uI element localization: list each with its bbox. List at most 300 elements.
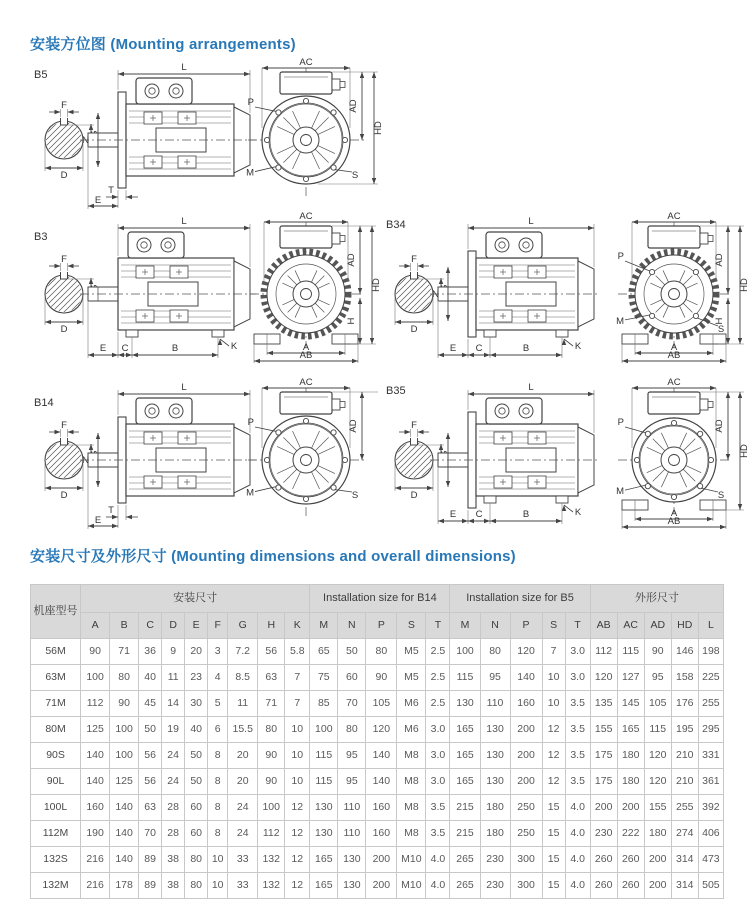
table-cell: 125 bbox=[110, 769, 139, 795]
table-cell: 176 bbox=[671, 691, 698, 717]
table-cell: 165 bbox=[450, 743, 480, 769]
table-cell: 3.0 bbox=[426, 717, 450, 743]
table-cell: 7 bbox=[542, 639, 565, 665]
table-cell: 112 bbox=[590, 639, 617, 665]
table-cell: 505 bbox=[698, 873, 723, 899]
dim-label: L bbox=[181, 62, 187, 73]
dim-label: D bbox=[410, 324, 418, 335]
dim-label: AB bbox=[667, 516, 681, 527]
dim-label: D bbox=[410, 490, 418, 501]
table-cell: 15 bbox=[542, 873, 565, 899]
table-cell: 100 bbox=[81, 665, 110, 691]
dim-label: HD bbox=[371, 278, 382, 292]
dim-label: AD bbox=[348, 419, 359, 433]
table-cell: 24 bbox=[162, 769, 185, 795]
dim-label: K bbox=[574, 507, 582, 518]
column-header-p-g1: P bbox=[366, 613, 397, 639]
table-cell: 130 bbox=[480, 743, 510, 769]
table-cell: 100 bbox=[310, 717, 338, 743]
diagram-title: B5 bbox=[34, 69, 48, 81]
dim-label: B bbox=[522, 343, 530, 354]
dim-label: AD bbox=[714, 419, 725, 433]
table-cell: 225 bbox=[698, 665, 723, 691]
table-cell: 6 bbox=[208, 717, 228, 743]
dim-label: B bbox=[522, 509, 530, 520]
table-cell: 120 bbox=[644, 769, 671, 795]
column-header-h-g0: H bbox=[258, 613, 285, 639]
table-cell: 7 bbox=[285, 665, 310, 691]
dim-label: H bbox=[346, 317, 357, 325]
table-cell: 4.0 bbox=[565, 873, 590, 899]
dim-label: P bbox=[247, 417, 254, 428]
diagram-title: B3 bbox=[34, 231, 48, 243]
table-cell: 110 bbox=[338, 795, 366, 821]
table-cell: 473 bbox=[698, 847, 723, 873]
column-header-t-g2: T bbox=[565, 613, 590, 639]
dim-label: M bbox=[616, 486, 624, 498]
dim-label: K bbox=[230, 341, 238, 352]
table-row bbox=[31, 769, 724, 795]
table-cell: 100 bbox=[110, 717, 139, 743]
table-cell: 80 bbox=[366, 639, 397, 665]
column-group-header-1: Installation size for B14 bbox=[310, 585, 450, 613]
table-cell: 210 bbox=[671, 743, 698, 769]
table-cell: 406 bbox=[698, 821, 723, 847]
table-cell: 90 bbox=[81, 639, 110, 665]
table-cell: 130 bbox=[310, 821, 338, 847]
table-cell: 15.5 bbox=[228, 717, 258, 743]
table-cell: 300 bbox=[510, 873, 542, 899]
column-header-b-g0: B bbox=[110, 613, 139, 639]
table-cell: 4.0 bbox=[565, 847, 590, 873]
table-cell: 180 bbox=[617, 769, 644, 795]
table-cell: 230 bbox=[480, 873, 510, 899]
table-cell: 260 bbox=[590, 873, 617, 899]
table-cell: 5 bbox=[208, 691, 228, 717]
column-header-m-g1: M bbox=[310, 613, 338, 639]
table-cell: 115 bbox=[310, 769, 338, 795]
table-cell: 260 bbox=[617, 873, 644, 899]
frame-model-cell: 63M bbox=[31, 665, 81, 691]
table-cell: M10 bbox=[397, 873, 426, 899]
table-cell: 160 bbox=[366, 795, 397, 821]
table-cell: 250 bbox=[510, 821, 542, 847]
table-cell: 140 bbox=[110, 795, 139, 821]
table-cell: M5 bbox=[397, 639, 426, 665]
dim-label: D bbox=[60, 490, 68, 501]
dim-label: P bbox=[617, 251, 624, 262]
table-cell: 7 bbox=[285, 691, 310, 717]
table-cell: 200 bbox=[644, 873, 671, 899]
table-cell: M8 bbox=[397, 821, 426, 847]
dim-label: H bbox=[714, 317, 725, 325]
table-cell: 178 bbox=[110, 873, 139, 899]
table-cell: 195 bbox=[671, 717, 698, 743]
table-cell: 105 bbox=[644, 691, 671, 717]
table-cell: 50 bbox=[185, 769, 208, 795]
table-cell: 20 bbox=[185, 639, 208, 665]
table-cell: 95 bbox=[338, 743, 366, 769]
table-cell: 230 bbox=[480, 847, 510, 873]
dim-label: M bbox=[616, 315, 624, 327]
table-cell: 63 bbox=[139, 795, 162, 821]
table-cell: M8 bbox=[397, 795, 426, 821]
table-cell: 38 bbox=[162, 847, 185, 873]
column-group-header-2: Installation size for B5 bbox=[450, 585, 590, 613]
table-cell: 70 bbox=[338, 691, 366, 717]
table-cell: 56 bbox=[139, 769, 162, 795]
table-cell: 80 bbox=[185, 873, 208, 899]
table-cell: 36 bbox=[139, 639, 162, 665]
table-cell: 216 bbox=[81, 847, 110, 873]
frame-model-cell: 56M bbox=[31, 639, 81, 665]
table-row bbox=[31, 795, 724, 821]
table-cell: 24 bbox=[228, 795, 258, 821]
table-cell: 12 bbox=[542, 717, 565, 743]
table-cell: 200 bbox=[590, 795, 617, 821]
table-cell: 110 bbox=[338, 821, 366, 847]
diagram-title: B34 bbox=[386, 219, 406, 231]
dim-label: N bbox=[82, 455, 89, 466]
table-cell: 3.0 bbox=[426, 769, 450, 795]
table-cell: 3.5 bbox=[565, 691, 590, 717]
dim-label: C bbox=[475, 509, 483, 520]
table-cell: 112 bbox=[81, 691, 110, 717]
dim-label: F bbox=[61, 100, 67, 111]
table-cell: 28 bbox=[162, 821, 185, 847]
column-header-frame-model: 机座型号 bbox=[31, 585, 81, 639]
table-cell: 130 bbox=[480, 769, 510, 795]
table-cell: 75 bbox=[310, 665, 338, 691]
table-cell: 300 bbox=[510, 847, 542, 873]
table-cell: 165 bbox=[310, 847, 338, 873]
frame-model-cell: 80M bbox=[31, 717, 81, 743]
table-cell: 10 bbox=[208, 873, 228, 899]
table-cell: 145 bbox=[617, 691, 644, 717]
dim-label: M bbox=[246, 167, 254, 179]
dim-label: AC bbox=[667, 377, 681, 388]
table-cell: 265 bbox=[450, 847, 480, 873]
dim-label: T bbox=[108, 505, 114, 516]
table-cell: 89 bbox=[139, 873, 162, 899]
table-cell: 175 bbox=[590, 743, 617, 769]
column-header-e-g0: E bbox=[185, 613, 208, 639]
column-header-f-g0: F bbox=[208, 613, 228, 639]
table-cell: 80 bbox=[258, 717, 285, 743]
table-cell: 38 bbox=[162, 873, 185, 899]
table-cell: 110 bbox=[480, 691, 510, 717]
table-cell: 4.0 bbox=[565, 795, 590, 821]
table-cell: 180 bbox=[480, 821, 510, 847]
table-cell: 160 bbox=[366, 821, 397, 847]
table-cell: 158 bbox=[671, 665, 698, 691]
table-cell: M10 bbox=[397, 847, 426, 873]
table-cell: 100 bbox=[258, 795, 285, 821]
table-cell: 331 bbox=[698, 743, 723, 769]
table-row bbox=[31, 665, 724, 691]
table-row bbox=[31, 717, 724, 743]
table-cell: 90 bbox=[258, 769, 285, 795]
table-cell: 11 bbox=[162, 665, 185, 691]
table-cell: 7.2 bbox=[228, 639, 258, 665]
table-cell: 8 bbox=[208, 769, 228, 795]
dim-label: S bbox=[351, 490, 359, 501]
dim-label: HD bbox=[739, 278, 750, 292]
dim-label: AD bbox=[714, 253, 725, 267]
table-cell: 361 bbox=[698, 769, 723, 795]
table-cell: 95 bbox=[480, 665, 510, 691]
dim-label: AB bbox=[667, 350, 681, 361]
dim-label: L bbox=[528, 216, 534, 227]
table-cell: 130 bbox=[338, 873, 366, 899]
table-cell: 10 bbox=[542, 665, 565, 691]
table-cell: 40 bbox=[185, 717, 208, 743]
table-cell: 200 bbox=[510, 717, 542, 743]
column-header-s-g2: S bbox=[542, 613, 565, 639]
table-cell: 210 bbox=[671, 769, 698, 795]
table-cell: 70 bbox=[139, 821, 162, 847]
table-cell: 115 bbox=[450, 665, 480, 691]
column-header-ad-g3: AD bbox=[644, 613, 671, 639]
table-cell: 85 bbox=[310, 691, 338, 717]
table-cell: 8 bbox=[208, 743, 228, 769]
table-cell: 295 bbox=[698, 717, 723, 743]
diagram-b5 bbox=[22, 58, 384, 210]
table-cell: 10 bbox=[542, 691, 565, 717]
dim-label: T bbox=[108, 185, 114, 196]
table-row bbox=[31, 639, 724, 665]
dim-label: S bbox=[717, 324, 725, 335]
dim-label: E bbox=[94, 195, 102, 206]
diagram-b14 bbox=[22, 378, 384, 530]
dim-label: HD bbox=[739, 444, 750, 458]
table-cell: 90 bbox=[644, 639, 671, 665]
column-header-l-g3: L bbox=[698, 613, 723, 639]
table-cell: 12 bbox=[285, 795, 310, 821]
table-cell: 132 bbox=[258, 873, 285, 899]
table-cell: 5.8 bbox=[285, 639, 310, 665]
frame-model-cell: 112M bbox=[31, 821, 81, 847]
table-cell: 10 bbox=[208, 847, 228, 873]
dim-label: L bbox=[181, 382, 187, 393]
table-cell: 180 bbox=[480, 795, 510, 821]
table-cell: M6 bbox=[397, 691, 426, 717]
dim-label: E bbox=[449, 509, 457, 520]
table-cell: 3 bbox=[208, 639, 228, 665]
column-header-c-g0: C bbox=[139, 613, 162, 639]
table-cell: 200 bbox=[366, 847, 397, 873]
dim-label: D bbox=[60, 324, 68, 335]
table-cell: 3.5 bbox=[565, 769, 590, 795]
table-cell: M5 bbox=[397, 665, 426, 691]
dim-label: L bbox=[528, 382, 534, 393]
diagram-title: B14 bbox=[34, 397, 54, 409]
column-header-n-g2: N bbox=[480, 613, 510, 639]
dim-label: E bbox=[449, 343, 457, 354]
column-header-s-g1: S bbox=[397, 613, 426, 639]
table-row bbox=[31, 821, 724, 847]
column-header-t-g1: T bbox=[426, 613, 450, 639]
table-cell: 90 bbox=[110, 691, 139, 717]
table-cell: 130 bbox=[480, 717, 510, 743]
dimensions-table bbox=[30, 584, 724, 899]
table-cell: 200 bbox=[366, 873, 397, 899]
table-cell: 155 bbox=[590, 717, 617, 743]
table-cell: 216 bbox=[81, 873, 110, 899]
table-cell: 80 bbox=[480, 639, 510, 665]
table-cell: 8 bbox=[208, 821, 228, 847]
table-cell: 260 bbox=[617, 847, 644, 873]
table-cell: 33 bbox=[228, 873, 258, 899]
table-cell: 15 bbox=[542, 795, 565, 821]
table-cell: 9 bbox=[162, 639, 185, 665]
table-cell: 198 bbox=[698, 639, 723, 665]
column-header-g-g0: G bbox=[228, 613, 258, 639]
table-cell: 3.5 bbox=[565, 717, 590, 743]
table-cell: 4.0 bbox=[426, 847, 450, 873]
table-cell: 2.5 bbox=[426, 691, 450, 717]
dim-label: E bbox=[99, 343, 107, 354]
table-cell: 12 bbox=[285, 821, 310, 847]
dim-label: AB bbox=[299, 350, 313, 361]
table-cell: 165 bbox=[450, 769, 480, 795]
table-cell: 65 bbox=[310, 639, 338, 665]
dim-label: AD bbox=[348, 99, 359, 113]
dim-label: AC bbox=[667, 211, 681, 222]
dim-label: S bbox=[351, 170, 359, 181]
dim-label: A bbox=[302, 342, 310, 353]
table-cell: 12 bbox=[542, 769, 565, 795]
table-cell: 56 bbox=[258, 639, 285, 665]
table-cell: 4.0 bbox=[565, 821, 590, 847]
table-cell: 10 bbox=[285, 769, 310, 795]
table-cell: 140 bbox=[81, 769, 110, 795]
table-cell: 140 bbox=[510, 665, 542, 691]
column-group-header-3: 外形尺寸 bbox=[590, 585, 723, 613]
dim-label: P bbox=[247, 97, 254, 108]
table-cell: 125 bbox=[81, 717, 110, 743]
frame-model-cell: 90S bbox=[31, 743, 81, 769]
frame-model-cell: 132M bbox=[31, 873, 81, 899]
table-cell: 89 bbox=[139, 847, 162, 873]
section-title-mounting-arrangements: 安装方位图 (Mounting arrangements) bbox=[30, 36, 296, 53]
table-cell: 80 bbox=[110, 665, 139, 691]
dim-label: N bbox=[432, 289, 439, 300]
table-row bbox=[31, 847, 724, 873]
table-cell: 3.0 bbox=[565, 639, 590, 665]
table-cell: 3.5 bbox=[565, 743, 590, 769]
table-cell: 120 bbox=[510, 639, 542, 665]
dim-label: F bbox=[411, 420, 417, 431]
column-header-n-g1: N bbox=[338, 613, 366, 639]
table-cell: 190 bbox=[81, 821, 110, 847]
table-cell: 120 bbox=[366, 717, 397, 743]
table-cell: 200 bbox=[617, 795, 644, 821]
table-cell: 14 bbox=[162, 691, 185, 717]
table-cell: M8 bbox=[397, 743, 426, 769]
frame-model-cell: 100L bbox=[31, 795, 81, 821]
table-cell: 140 bbox=[366, 743, 397, 769]
table-cell: 24 bbox=[162, 743, 185, 769]
dim-label: N bbox=[82, 135, 89, 146]
table-cell: 200 bbox=[644, 847, 671, 873]
table-cell: 120 bbox=[644, 743, 671, 769]
table-cell: 132 bbox=[258, 847, 285, 873]
column-header-d-g0: D bbox=[162, 613, 185, 639]
table-cell: 165 bbox=[450, 717, 480, 743]
table-cell: 165 bbox=[310, 873, 338, 899]
frame-model-cell: 132S bbox=[31, 847, 81, 873]
table-cell: 19 bbox=[162, 717, 185, 743]
table-cell: 23 bbox=[185, 665, 208, 691]
table-cell: 130 bbox=[338, 847, 366, 873]
table-row bbox=[31, 873, 724, 899]
table-cell: 160 bbox=[81, 795, 110, 821]
table-cell: 100 bbox=[110, 743, 139, 769]
diagram-b3 bbox=[22, 212, 384, 364]
table-cell: 60 bbox=[185, 795, 208, 821]
table-cell: 392 bbox=[698, 795, 723, 821]
column-group-header-0: 安装尺寸 bbox=[81, 585, 310, 613]
column-header-a-g0: A bbox=[81, 613, 110, 639]
dim-label: L bbox=[181, 216, 187, 227]
table-cell: 45 bbox=[139, 691, 162, 717]
table-cell: 20 bbox=[228, 769, 258, 795]
column-header-ac-g3: AC bbox=[617, 613, 644, 639]
table-cell: 135 bbox=[590, 691, 617, 717]
dim-label: F bbox=[411, 254, 417, 265]
table-cell: 63 bbox=[258, 665, 285, 691]
table-cell: 140 bbox=[110, 821, 139, 847]
table-cell: 112 bbox=[258, 821, 285, 847]
table-row bbox=[31, 691, 724, 717]
table-cell: 140 bbox=[81, 743, 110, 769]
table-cell: 90 bbox=[258, 743, 285, 769]
dim-label: M bbox=[246, 487, 254, 499]
table-cell: 90 bbox=[366, 665, 397, 691]
table-cell: 255 bbox=[671, 795, 698, 821]
table-cell: 95 bbox=[644, 665, 671, 691]
table-cell: 265 bbox=[450, 873, 480, 899]
table-cell: 105 bbox=[366, 691, 397, 717]
dim-label: B bbox=[171, 343, 179, 354]
frame-model-cell: 90L bbox=[31, 769, 81, 795]
table-cell: 95 bbox=[338, 769, 366, 795]
table-cell: 140 bbox=[366, 769, 397, 795]
table-cell: 115 bbox=[644, 717, 671, 743]
table-cell: M8 bbox=[397, 769, 426, 795]
table-cell: 200 bbox=[510, 769, 542, 795]
table-cell: 40 bbox=[139, 665, 162, 691]
table-cell: 12 bbox=[285, 847, 310, 873]
diagram-b34 bbox=[378, 212, 752, 364]
table-cell: 260 bbox=[590, 847, 617, 873]
table-cell: 80 bbox=[185, 847, 208, 873]
table-cell: 50 bbox=[338, 639, 366, 665]
diagram-b35 bbox=[378, 378, 752, 530]
table-cell: 200 bbox=[510, 743, 542, 769]
table-cell: 175 bbox=[590, 769, 617, 795]
table-cell: 314 bbox=[671, 873, 698, 899]
frame-model-cell: 71M bbox=[31, 691, 81, 717]
table-cell: 56 bbox=[139, 743, 162, 769]
table-cell: 120 bbox=[590, 665, 617, 691]
table-cell: 2.5 bbox=[426, 639, 450, 665]
table-cell: 3.0 bbox=[565, 665, 590, 691]
table-cell: 2.5 bbox=[426, 665, 450, 691]
table-cell: 12 bbox=[285, 873, 310, 899]
table-cell: 3.5 bbox=[426, 795, 450, 821]
